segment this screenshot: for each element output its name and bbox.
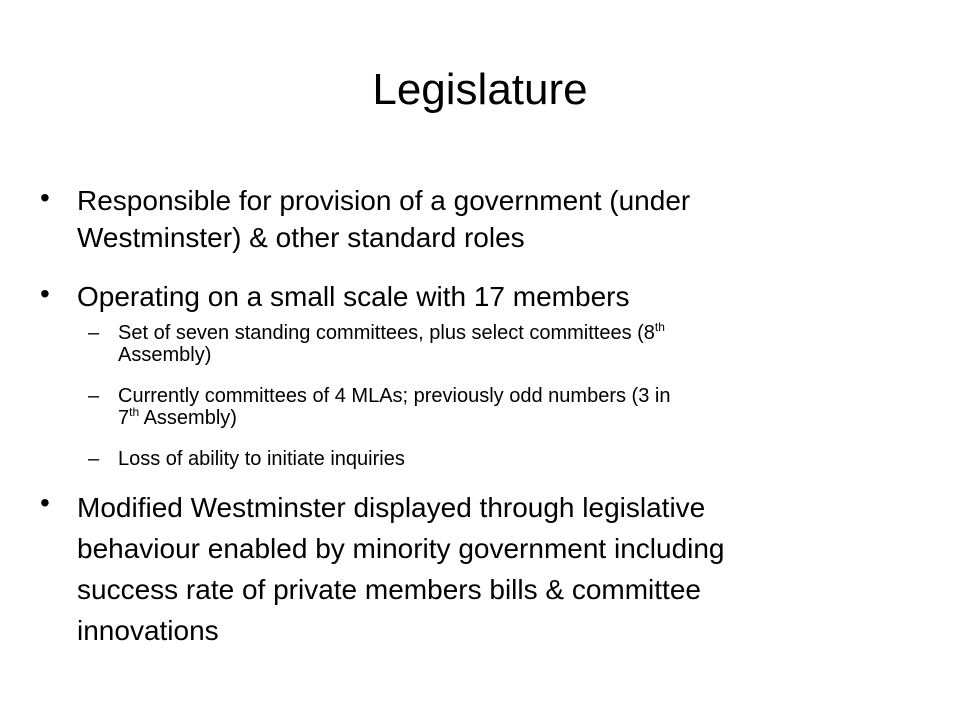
bullet-item <box>40 182 920 256</box>
bullet-text <box>77 182 920 256</box>
bullet-marker: • <box>40 182 50 213</box>
sub-bullet-item <box>88 448 938 470</box>
sub-bullet-item <box>88 322 938 366</box>
slide-title: Legislature <box>372 65 588 114</box>
dash-marker: – <box>88 322 100 344</box>
bullet-item <box>40 278 920 315</box>
sub-bullet-part: Currently committees of 4 MLAs; previously odd numbers (3 in <box>118 385 671 407</box>
sub-bullet-part: Set of seven standing committees, plus select committees (8 <box>118 322 655 344</box>
sub-bullet-text <box>118 322 938 366</box>
sub-bullet-part: Assembly) <box>118 344 212 366</box>
bullet-line: behaviour enabled by minority government including <box>77 533 725 564</box>
bullet-text <box>77 487 920 651</box>
bullet-line: Responsible for provision of a government (under <box>77 185 691 216</box>
dash-marker: – <box>88 448 100 470</box>
sub-bullet-part: Assembly) <box>139 407 237 429</box>
bullet-line: success rate of private members bills & committee <box>77 574 701 605</box>
bullet-item <box>40 487 920 651</box>
dash-marker: – <box>88 385 100 407</box>
sub-bullet-text <box>118 385 938 429</box>
bullet-line: innovations <box>77 615 219 646</box>
bullet-line: Modified Westminster displayed through legislative <box>77 492 706 523</box>
bullet-marker: • <box>40 487 50 518</box>
sub-bullet-text: Loss of ability to initiate inquiries <box>118 448 405 470</box>
ordinal-suffix: th <box>654 320 665 334</box>
ordinal-suffix: th <box>129 405 140 419</box>
sub-bullet-item <box>88 385 938 429</box>
bullet-marker: • <box>40 278 50 309</box>
sub-bullet-part: 7 <box>118 407 130 429</box>
bullet-line: Westminster) & other standard roles <box>77 222 525 253</box>
bullet-text: Operating on a small scale with 17 members <box>77 281 630 312</box>
